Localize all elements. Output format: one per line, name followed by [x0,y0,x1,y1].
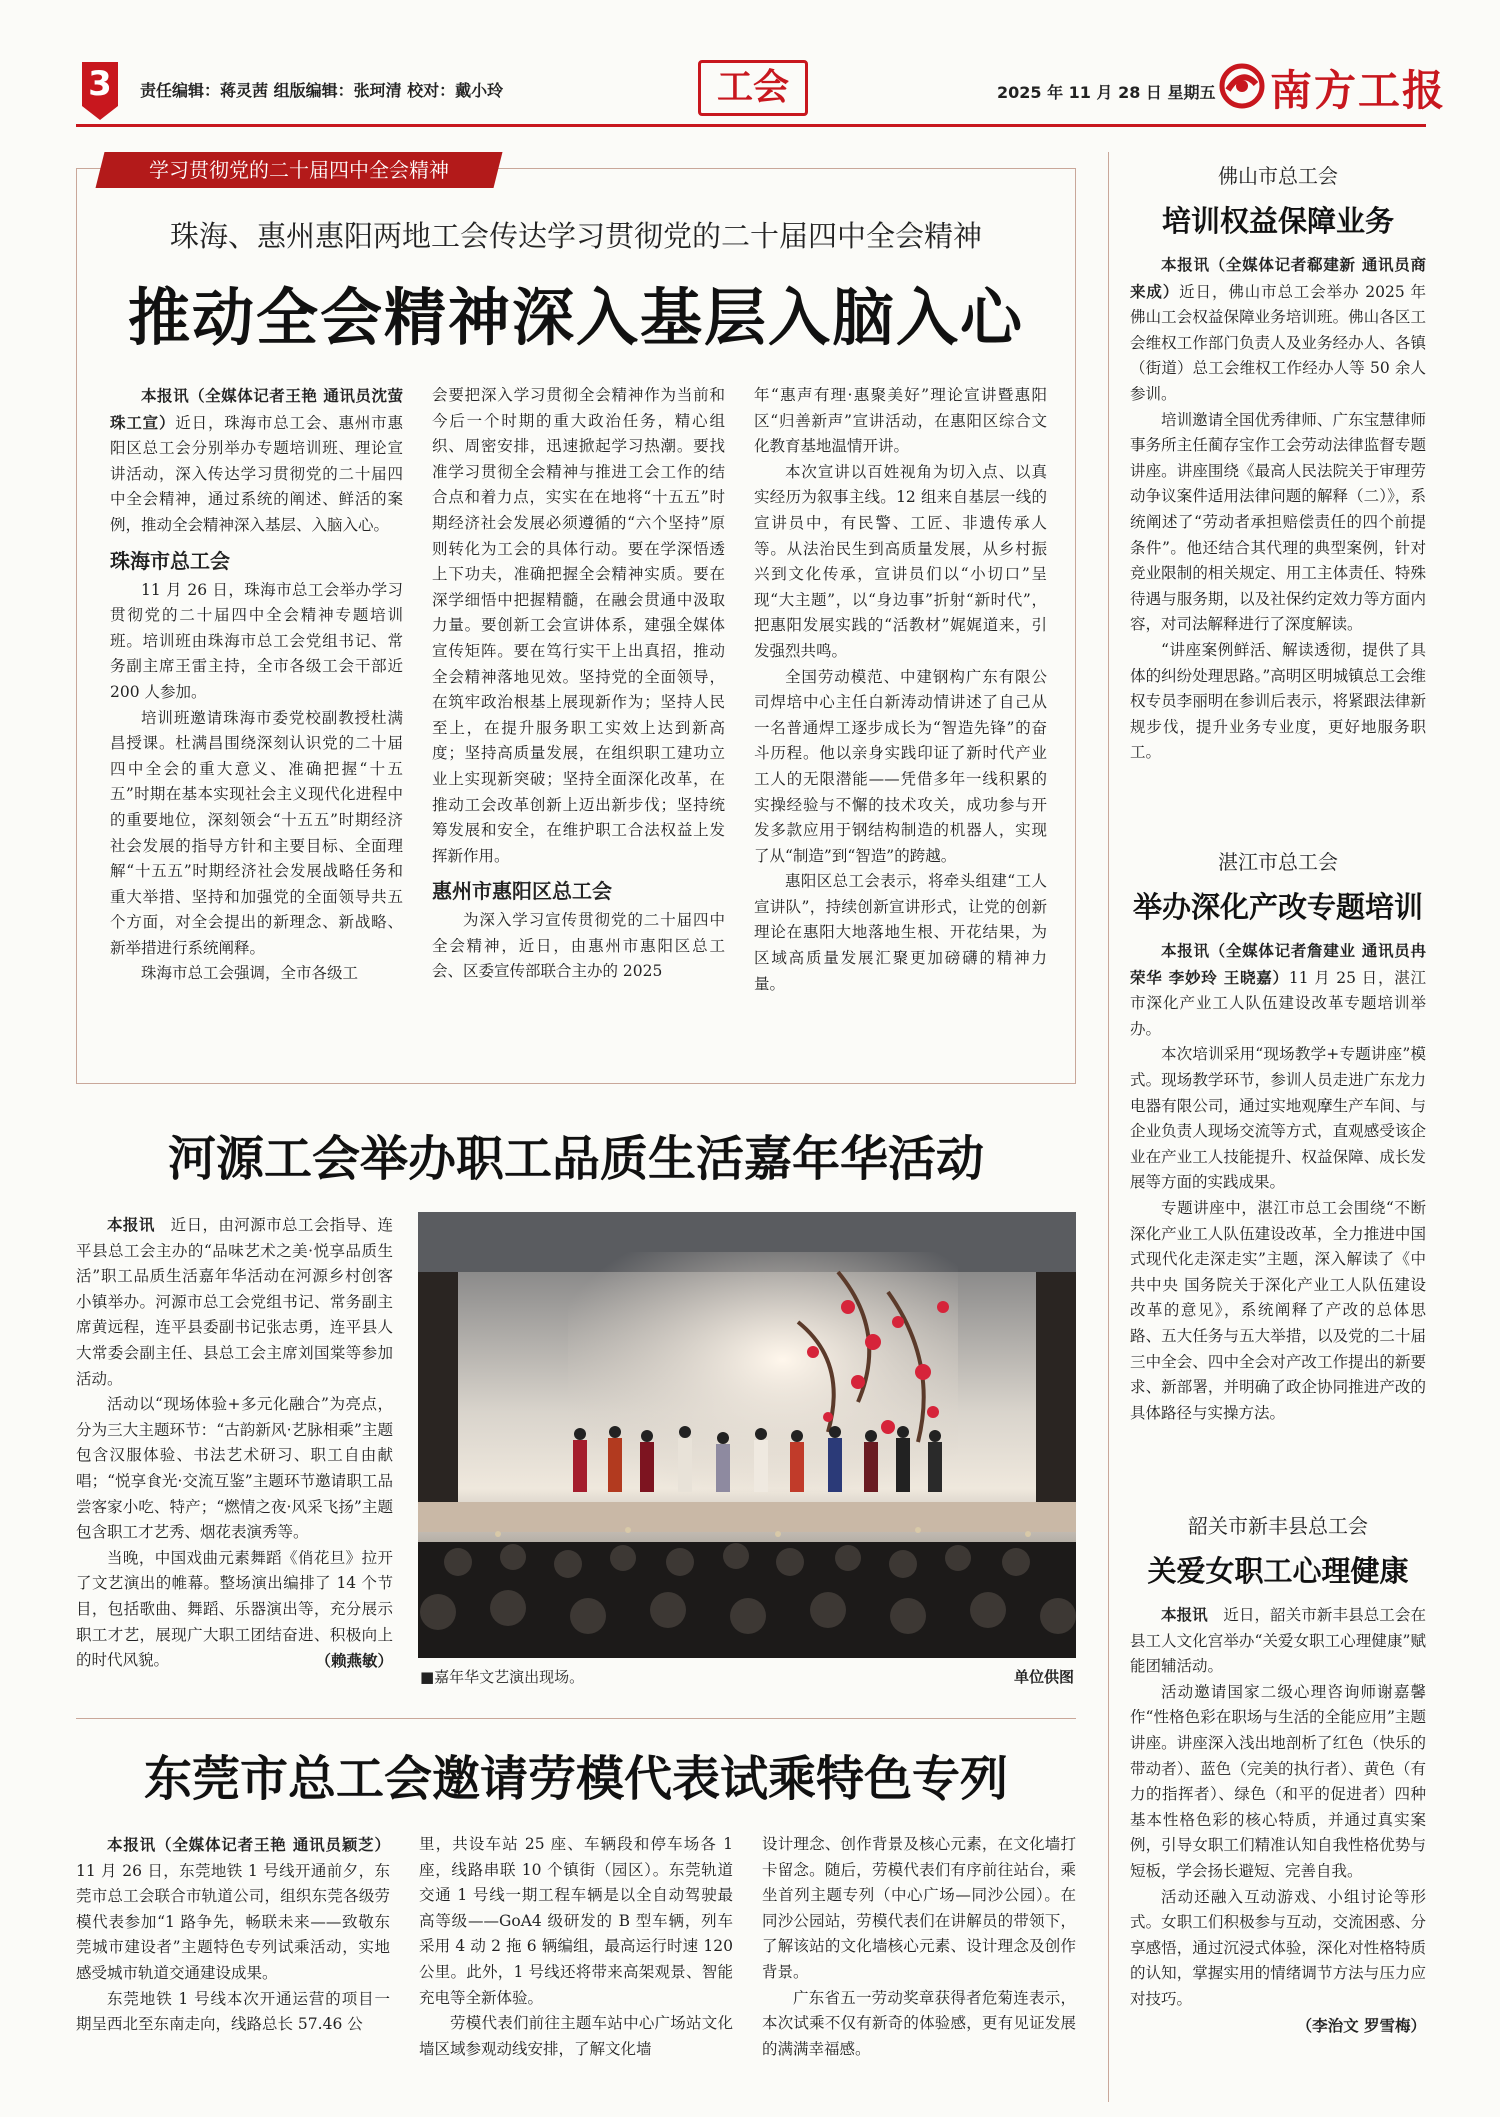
masthead-rule [76,124,1426,127]
xinfeng-org: 韶关市新丰县总工会 [1188,1514,1368,1538]
heyuan-title: 河源工会举办职工品质生活嘉年华活动 [167,1131,984,1187]
logo-swirl-icon [1218,62,1266,110]
foshan-title: 培训权益保障业务 [1161,204,1394,238]
foshan-para-3: “讲座案例鲜活、解读透彻，提供了具体的纠纷处理思路。”高明区明城镇总工会维权专员李丽明在参训后表示，将紧跟法律新规步伐，提升业务专业度，更好地服务职工。 [1130,640,1426,762]
sidebar-xinfeng [1130,1510,1426,2110]
page-number: 3 [88,64,112,104]
heyuan-para-3: 当晚，中国戏曲元素舞蹈《俏花旦》拉开了文艺演出的帷幕。整场演出编排了 14 个节目，包括歌曲、舞蹈、乐器演出等，充分展示职工才艺，展现广大职工团结奋进、积极向上的时代风貌。 （赖燕敏） [76,1548,393,1671]
lead-column-2 [432,383,725,1065]
zhanjiang-para-3: 专题讲座中，湛江市总工会围绕“不断深化产业工人队伍建设改革，全力推进中国式现代化走深走实”主题，深入解读了《中共中央 国务院关于深化产业工人队伍建设改革的意见》，系统阐释了产改的总体思路、五大任务与五大举措，以及党的二十届三中全会、四中全会对产改工作提出的新要求、新部署，并明确了政企协同推进产改的具体路径与实操方法。 [1130,1198,1426,1422]
lead-col1-para-4: 珠海市总工会强调，全市各级工 [141,964,359,983]
dongguan-para-6: 广东省五一劳动奖章获得者危菊连表示，本次试乘不仅有新奇的体验感，更有见证发展的满满幸福感。 [762,1988,1076,2058]
dongguan-para-3: 里，共设车站 25 座、车辆段和停车场各 1 座，线路串联 10 个镇街（园区）。东莞轨道交通 1 号线一期工程车辆是以全自动驾驶最高等级——GoA4 级研发的 B 型车辆，列车采用 4 动 2 拖 6 辆编组，最高运行时速 120 公里。此外，1 号线还将带来高架观景、智能充电等全新体验。 [419,1835,733,2007]
sidebar-zhanjiang [1130,846,1426,1466]
foshan-para-1: 本报讯（全媒体记者郗建新 通讯员商来成）近日，佛山市总工会举办 2025 年佛山工会权益保障业务培训班。佛山各区工会维权工作部门负责人及业务经办人、各镇（街道）总工会维权工作经办人等 50 余人参训。 [1130,255,1426,403]
lead-col3-para-4: 惠阳区总工会表示，将牵头组建“工人宣讲队”，持续创新宣讲形式，让党的创新理论在惠阳大地落地生根、开花结果，为区域高质量发展汇聚更加磅礴的精神力量。 [754,872,1047,993]
dongguan-column-2 [419,1832,733,2100]
photo-caption: ■嘉年华文艺演出现场。 [420,1668,585,1686]
xinfeng-author: （李治文 罗雪梅） [1296,2015,1426,2035]
topic-banner-text: 学习贯彻党的二十届四中全会精神 [149,158,449,182]
divider-before-dongguan [76,1718,1076,1719]
issue-date: 2025 年 11 月 28 日 星期五 [997,83,1216,102]
heyuan-para-2: 活动以“现场体验+多元化融合”为亮点，分为三大主题环节：“古韵新风·艺脉相乘”主题包含汉服体验、书法艺术研习、职工自由献唱；“悦享食光·交流互鉴”主题环节邀请职工品尝客家小吃、特产；“燃情之夜·风采飞扬”主题包含职工才艺秀、烟花表演秀等。 [76,1395,393,1542]
masthead [0,0,1500,128]
lead-col3-para-3: 全国劳动模范、中建钢构广东有限公司焊培中心主任白新涛动情讲述了自己从一名普通焊工逐步成长为“智造先锋”的奋斗历程。他以亲身实践印证了新时代产业工人的无限潜能——凭借多年一线积累的实操经验与不懈的技术攻关，成功参与开发多款应用于钢结构制造的机器人，实现了从“制造”到“智造”的跨越。 [754,667,1047,865]
sidebar-divider [1108,152,1109,2102]
dongguan-para-4: 劳模代表们前往主题车站中心广场站文化墙区域参观动线安排，了解文化墙 [419,2014,733,2058]
xinfeng-para-2: 活动邀请国家二级心理咨询师谢嘉馨作“性格色彩在职场与生活的全能应用”主题讲座。讲座深入浅出地剖析了红色（快乐的带动者）、蓝色（完美的执行者）、黄色（有力的指挥者）、绿色（和平的促进者）四种基本性格色彩的核心特质，并通过真实案例，引导女职工们精准认知自我性格优势与短板，学会扬长避短、完善自我。 [1130,1682,1426,1880]
sidebar-foshan [1130,160,1426,840]
zhanjiang-org: 湛江市总工会 [1218,850,1338,874]
lead-col2-para-1: 会要把深入学习贯彻全会精神作为当前和今后一个时期的重大政治任务，精心组织、周密安排，迅速掀起学习热潮。要找准学习贯彻全会精神与推进工会工作的结合点和着力点，实实在在地将“十五五”时期经济社会发展必须遵循的“六个坚持”原则转化为工会的具体行动。要在学深悟透上下功夫，准确把握全会精神实质。要在深学细悟中把握精髓，在融会贯通中汲取力量。要创新工会宣讲体系，建强全媒体宣传矩阵。要在笃行实干上出真招，推动全会精神落地见效。坚持党的全面领导，在筑牢政治根基上展现新作为；坚持人民至上，在提升服务职工实效上达到新高度；坚持高质量发展，在组织职工建功立业上实现新突破；坚持全面深化改革，在推动工会改革创新上迈出新步伐；坚持统筹发展和安全，在维护职工合法权益上发挥新作用。 [432,386,725,865]
section-label: 工会 [716,67,789,108]
heyuan-para-1: 本报讯 近日，由河源市总工会指导、连平县总工会主办的“品味艺术之美·悦享品质生活”职工品质生活嘉年华活动在河源乡村创客小镇举办。河源市总工会党组书记、常务副主席黄远程，连平县委副书记张志勇，连平县人大常委会副主任、县总工会主席刘国棠等参加活动。 [76,1215,393,1388]
subhead-zhuhai: 珠海市总工会 [110,548,230,573]
dongguan-para-1: 本报讯（全媒体记者王艳 通讯员颖芝）11 月 26 日，东莞地铁 1 号线开通前夕，东莞市总工会联合市轨道公司，组织东莞各级劳模代表参加“1 路争先，畅联未来——致敬东莞城市建设者”主题特色专列试乘活动，实地感受城市轨道交通建设成果。 [76,1835,390,1982]
dongguan-para-5: 设计理念、创作背景及核心元素，在文化墙打卡留念。随后，劳模代表们有序前往站台，乘坐首列主题专列（中心广场—同沙公园）。在同沙公园站，劳模代表们在讲解员的带领下，了解该站的文化墙核心元素、设计理念及创作背景。 [762,1835,1076,1981]
heyuan-text-column [76,1212,393,1704]
editors-line: 责任编辑：蒋灵茜 组版编辑：张珂清 校对：戴小玲 [140,81,504,100]
lead-col1-para-2: 11 月 26 日，珠海市总工会举办学习贯彻党的二十届四中全会精神专题培训班。培训班由珠海市总工会党组书记、常务副主席王雷主持，全市各级工会干部近 200 人参加。 [110,580,403,701]
lead-col2-para-2: 为深入学习宣传贯彻党的二十届四中全会精神，近日，由惠州市惠阳区总工会、区委宣传部联合主办的 2025 [432,911,725,981]
zhanjiang-title: 举办深化产改专题培训 [1132,890,1423,924]
zhanjiang-para-2: 本次培训采用“现场教学+专题讲座”模式。现场教学环节，参训人员走进广东龙力电器有限公司，通过实地观摩生产车间、与企业负责人现场交流等方式，直观感受该企业在产业工人技能提升、权益保障、成长发展等方面的实践成果。 [1130,1045,1426,1192]
xinfeng-para-3: 活动还融入互动游戏、小组讨论等形式。女职工们积极参与互动，交流困惑、分享感悟，通过沉浸式体验，深化对性格特质的认知，掌握实用的情绪调节方法与压力应对技巧。 [1130,1887,1426,2008]
lead-title: 推动全会精神深入基层入脑入心 [127,281,1024,354]
zhanjiang-para-1: 本报讯（全媒体记者詹建业 通讯员冉荣华 李妙玲 王晓嘉）11 月 25 日，湛江市深化产业工人队伍建设改革专题培训举办。 [1130,941,1427,1038]
foshan-para-2: 培训邀请全国优秀律师、广东宝慧律师事务所主任蔺存宝作工会劳动法律监督专题讲座。讲座围绕《最高人民法院关于审理劳动争议案件适用法律问题的解释（二）》，系统阐述了“劳动者承担赔偿责任的四个前提条件”。他还结合其代理的典型案例，针对竞业限制的相关规定、用工主体责任、特殊待遇与服务期，以及社保约定效力等方面内容，对司法解释进行了深度解读。 [1130,410,1426,634]
dongguan-column-1 [76,1832,390,2100]
carnival-photo [418,1212,1076,1658]
lead-col1-para-1: 本报讯（全媒体记者王艳 通讯员沈萤 珠工宣）近日，珠海市总工会、惠州市惠阳区总工会分别举办专题培训班、理论宣讲活动，深入传达学习贯彻党的二十届四中全会精神，通过系统的阐述、鲜活的案例，推动全会精神深入基层、入脑入心。 [110,386,403,534]
lead-col1-para-3: 培训班邀请珠海市委党校副教授杜满昌授课。杜满昌围绕深刻认识党的二十届四中全会的重大意义、准确把握“十五五”时期在基本实现社会主义现代化进程中的重要地位，深刻领会“十五五”时期经济社会发展的指导方针和主要目标、全面理解“十五五”时期经济社会发展战略任务和重大举措、坚持和加强党的全面领导共五个方面，对全会提出的新理念、新战略、新举措进行系统阐释。 [110,708,403,957]
dongguan-title: 东莞市总工会邀请劳模代表试乘特色专列 [143,1751,1008,1807]
subhead-huiyang: 惠州市惠阳区总工会 [432,879,612,904]
logo-text: 南方工报 [1270,66,1447,115]
photo-credit: 单位供图 [1013,1668,1074,1686]
lead-column-3 [754,383,1047,1065]
lead-col3-para-1: 年“惠声有理·惠聚美好”理论宣讲暨惠阳区“归善新声”宣讲活动，在惠阳区综合文化教育基地温情开讲。 [754,386,1047,456]
xinfeng-para-1: 本报讯 近日，韶关市新丰县总工会在县工人文化宫举办“关爱女职工心理健康”赋能团辅活动。 [1130,1605,1426,1676]
lead-column-1 [110,383,403,1065]
dongguan-para-2: 东莞地铁 1 号线本次开通运营的项目一期呈西北至东南走向，线路总长 57.46 公 [76,1989,390,2034]
dongguan-column-3 [762,1832,1076,2100]
lead-col3-para-2: 本次宣讲以百姓视角为切入点、以真实经历为叙事主线。12 组来自基层一线的宣讲员中，有民警、工匠、非遗传承人等。从法治民生到高质量发展，从乡村振兴到文化传承，宣讲员们以“小切口”呈现“大主题”，以“身边事”折射“新时代”，把惠阳发展实践的“活教材”娓娓道来，引发强烈共鸣。 [754,462,1047,660]
xinfeng-title: 关爱女职工心理健康 [1147,1554,1409,1588]
foshan-org: 佛山市总工会 [1218,164,1338,188]
lead-subtitle: 珠海、惠州惠阳两地工会传达学习贯彻党的二十届四中全会精神 [169,219,982,253]
